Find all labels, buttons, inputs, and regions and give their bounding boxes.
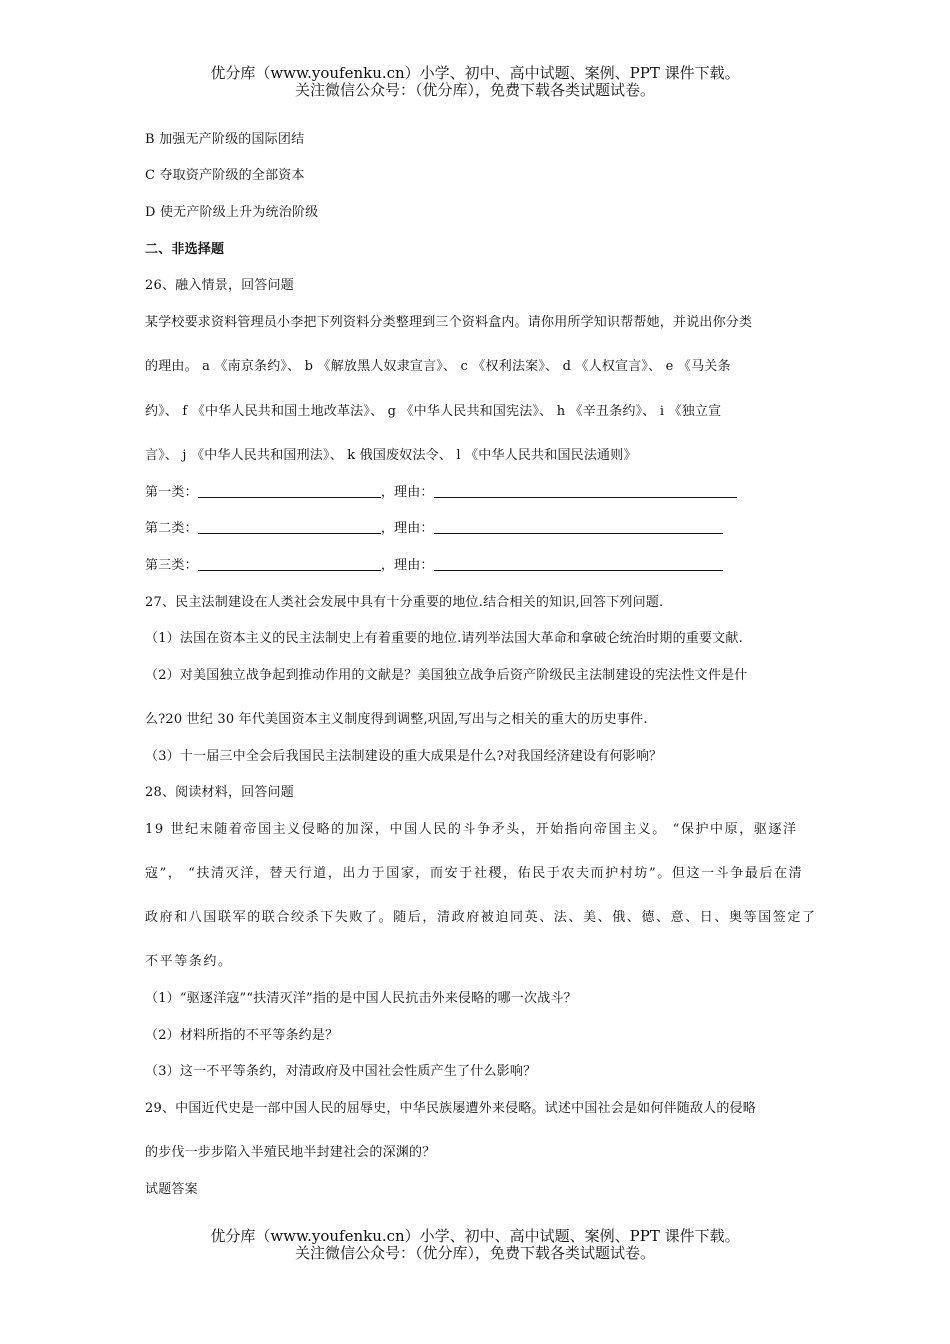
q28-part-2: （2）材料所指的不平等条约是？ xyxy=(145,1028,339,1043)
q28-material-3: 政府和八国联军的联合绞杀下失败了。随后，清政府被迫同英、法、美、俄、德、意、日、奥等国签定了 xyxy=(145,910,817,925)
q27-part-2b: 么?20 世纪 30 年代美国资本主义制度得到调整,巩固,写出与之相关的重大的历史事件. xyxy=(145,712,648,727)
q27-title: 27、民主法制建设在人类社会发展中具有十分重要的地位.结合相关的知识,回答下列问题. xyxy=(145,595,664,610)
q29-line-2: 的步伐一步步陷入半殖民地半封建社会的深渊的？ xyxy=(145,1145,436,1160)
q28-title: 28、阅读材料，回答问题 xyxy=(145,785,294,800)
q29-line-1: 29、中国近代史是一部中国人民的屈辱史，中华民族屡遭外来侵略。试述中国社会是如何伴随敌人的侵略 xyxy=(145,1101,756,1116)
option-c: C 夺取资产阶级的全部资本 xyxy=(145,168,305,183)
q26-line-1: 某学校要求资料管理员小李把下列资料分类整理到三个资料盒内。请你用所学知识帮帮她，并说出你分类 xyxy=(145,315,753,330)
q26-category-3 xyxy=(145,554,723,573)
option-b: B 加强无产阶级的国际团结 xyxy=(145,132,305,147)
answer-blank[interactable] xyxy=(198,557,381,571)
reason-blank[interactable] xyxy=(434,484,737,498)
q26-title: 26、融入情景，回答问题 xyxy=(145,278,294,293)
q27-part-1: （1）法国在资本主义的民主法制史上有着重要的地位.请列举法国大革命和拿破仑统治时期的重要文献. xyxy=(145,631,743,646)
q26-line-4: 言》、 j 《中华人民共和国刑法》、 k 俄国废奴法令、 l 《中华人民共和国民法通则》 xyxy=(145,448,637,463)
q28-material-4: 不平等条约。 xyxy=(145,954,233,969)
header-line-2: 关注微信公众号：（优分库），免费下载各类试题试卷。 xyxy=(294,81,655,99)
page-footer xyxy=(0,1228,950,1262)
q26-category-1 xyxy=(145,481,737,500)
q26-category-2 xyxy=(145,517,723,536)
category-label: 第三类： xyxy=(145,558,198,573)
section-title: 二、非选择题 xyxy=(145,242,225,257)
q28-part-1: （1）“驱逐洋寇”“扶清灭洋”指的是中国人民抗击外来侵略的哪一次战斗？ xyxy=(145,991,577,1006)
answer-blank[interactable] xyxy=(198,520,381,534)
q26-line-2: 的理由。 a 《南京条约》、 b 《解放黑人奴隶宣言》、 c 《权利法案》、 d 《人权宣言》、 e 《马关条 xyxy=(145,359,731,374)
q28-material-1: 19 世纪末随着帝国主义侵略的加深，中国人民的斗争矛头，开始指向帝国主义。 “保护中原，驱逐洋 xyxy=(145,822,798,837)
reason-blank[interactable] xyxy=(434,557,723,571)
answers-heading: 试题答案 xyxy=(145,1182,198,1197)
q28-part-3: （3）这一不平等条约，对清政府及中国社会性质产生了什么影响？ xyxy=(145,1064,537,1079)
reason-label: ，理由： xyxy=(380,558,434,573)
option-d: D 使无产阶级上升为统治阶级 xyxy=(145,205,319,220)
q26-line-3: 约》、 f 《中华人民共和国土地改革法》、 g 《中华人民共和国宪法》、 h 《辛丑条约》、 i 《独立宣 xyxy=(145,404,722,419)
footer-line-1: 优分库（www.youfenku.cn）小学、初中、高中试题、案例、PPT 课件下载。 xyxy=(210,1227,740,1245)
q27-part-3: （3）十一届三中全会后我国民主法制建设的重大成果是什么?对我国经济建设有何影响？ xyxy=(145,749,663,764)
q27-part-2a: （2）对美国独立战争起到推动作用的文献是？美国独立战争后资产阶级民主法制建设的宪法性文件是什 xyxy=(145,668,748,683)
answer-blank[interactable] xyxy=(198,484,381,498)
q28-material-2: 寇”， “扶清灭洋，替天行道，出力于国家，而安于社稷，佑民于农夫而护村坊”。但这一斗争最后在清 xyxy=(145,866,804,881)
page-header xyxy=(0,65,950,99)
reason-label: ，理由： xyxy=(380,485,434,500)
header-line-1: 优分库（www.youfenku.cn）小学、初中、高中试题、案例、PPT 课件下载。 xyxy=(210,64,740,82)
category-label: 第一类： xyxy=(145,485,198,500)
footer-line-2: 关注微信公众号：（优分库），免费下载各类试题试卷。 xyxy=(294,1244,655,1262)
reason-blank[interactable] xyxy=(434,520,723,534)
reason-label: ，理由： xyxy=(380,521,434,536)
category-label: 第二类： xyxy=(145,521,198,536)
